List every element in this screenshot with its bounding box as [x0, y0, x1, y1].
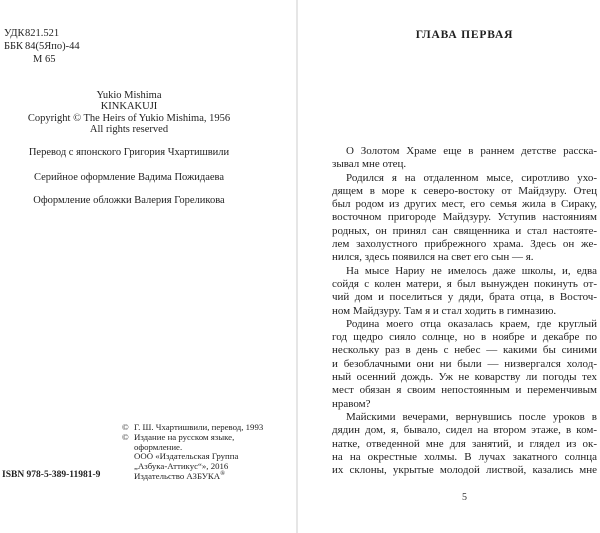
credit-line: Оформление обложки Валерия Гореликова: [33, 195, 225, 206]
bbk-line: ББК 84(5Япо)-44: [4, 41, 80, 52]
body-line: их склоны, укрытые молодой листвой, казались мне: [332, 464, 597, 477]
udk-line: УДК821.521: [4, 28, 60, 39]
copyright-item: [122, 433, 263, 482]
copyright-line: Copyright © The Heirs of Yukio Mishima, 1956: [27, 112, 231, 124]
body-text: [332, 145, 597, 477]
credit-line: Серийное оформление Вадима Пожидаева: [33, 172, 225, 183]
body-line: О Золотом Храме еще в раннем детстве расска-: [346, 145, 597, 157]
rights-line: All rights reserved: [89, 124, 169, 136]
copyright-symbol: ©: [122, 431, 129, 442]
body-line: чий дом и поселиться у дяди, брата отца, в Восточ-: [332, 291, 597, 304]
body-line: Майскими вечерами, вернувшись после уроков в: [346, 410, 597, 423]
body-line: дядин дом, я, бывало, сидел на втором этаже, в ком-: [332, 424, 597, 437]
copyright-line: ООО «Издательская Группа: [134, 451, 239, 462]
body-line: нескольку раз в день с небес — какими бы синими: [332, 344, 597, 357]
copyright-block: [122, 423, 263, 482]
body-line: на на окрестные холмы. В лучах закатного солнца: [332, 450, 597, 463]
copyright-line: Издательство АЗБУКА®: [134, 470, 226, 481]
body-line: ный осенний дождь. Уж не коварству ли погоды тех: [332, 371, 597, 384]
body-line: натке, отведенной мне для занятий, и глядел из ок-: [332, 437, 597, 450]
body-line: восточном пригороде Майдзуру. Уступив настояниям: [332, 211, 597, 224]
page-number: 5: [462, 492, 467, 503]
body-line: был родом из других мест, его семья жила в Сираку,: [332, 198, 597, 211]
body-line: нился, здесь появился на свет его сын — я.: [332, 251, 534, 264]
body-line: сойдя с колен матери, я был вынужден покинуть от-: [332, 277, 597, 290]
copyright-line: „Азбука-Аттикус“», 2016: [134, 461, 229, 472]
copyright-symbol: ©: [122, 422, 129, 432]
body-line: ном Майдзуру. Там я и стал ходить в гимназию.: [332, 304, 557, 317]
copyright-line: Г. Ш. Чхартишвили, перевод, 1993: [134, 422, 264, 432]
body-line: Родина моего отца оказалась краем, где круглый: [346, 317, 597, 330]
body-line: и безоблачными они ни были — низвергался холод-: [332, 357, 597, 370]
original-author: Yukio Mishima: [96, 90, 162, 101]
catalog-block: [4, 27, 80, 66]
body-line: год щедро сияло солнце, но в ноябре и декабре по: [332, 331, 597, 344]
original-title: KINKAKUJI: [100, 101, 158, 113]
body-line: родных, он принял сан священника и стал настояте-: [332, 224, 597, 237]
body-line: мест обязан я своим непостоянным и переменчивым: [332, 384, 597, 397]
isbn: ISBN 978-5-389-11981-9: [2, 470, 101, 480]
chapter-heading: ГЛАВА ПЕРВАЯ: [415, 29, 514, 41]
author-code-line: М 65: [33, 54, 56, 65]
body-line: Родился я на отдаленном мысе, сиротливо ухо-: [346, 171, 597, 184]
original-title-block: [0, 90, 258, 136]
body-line: зывал мне отец.: [332, 158, 407, 171]
copyright-line: Издание на русском языке,: [134, 431, 235, 442]
body-line: лем захолустного прибрежного храма. Здесь он же-: [332, 238, 597, 251]
copyright-line: оформление.: [134, 441, 183, 452]
page-gutter: [296, 0, 298, 533]
body-line: На мысе Нариу не имелось даже школы, и, едва: [346, 264, 597, 277]
credit-line: Перевод с японского Григория Чхартишвили: [28, 147, 230, 158]
body-line: нравом?: [332, 397, 371, 410]
body-line: дящем в море к северо-востоку от Майдзуру. Отец: [332, 184, 597, 197]
